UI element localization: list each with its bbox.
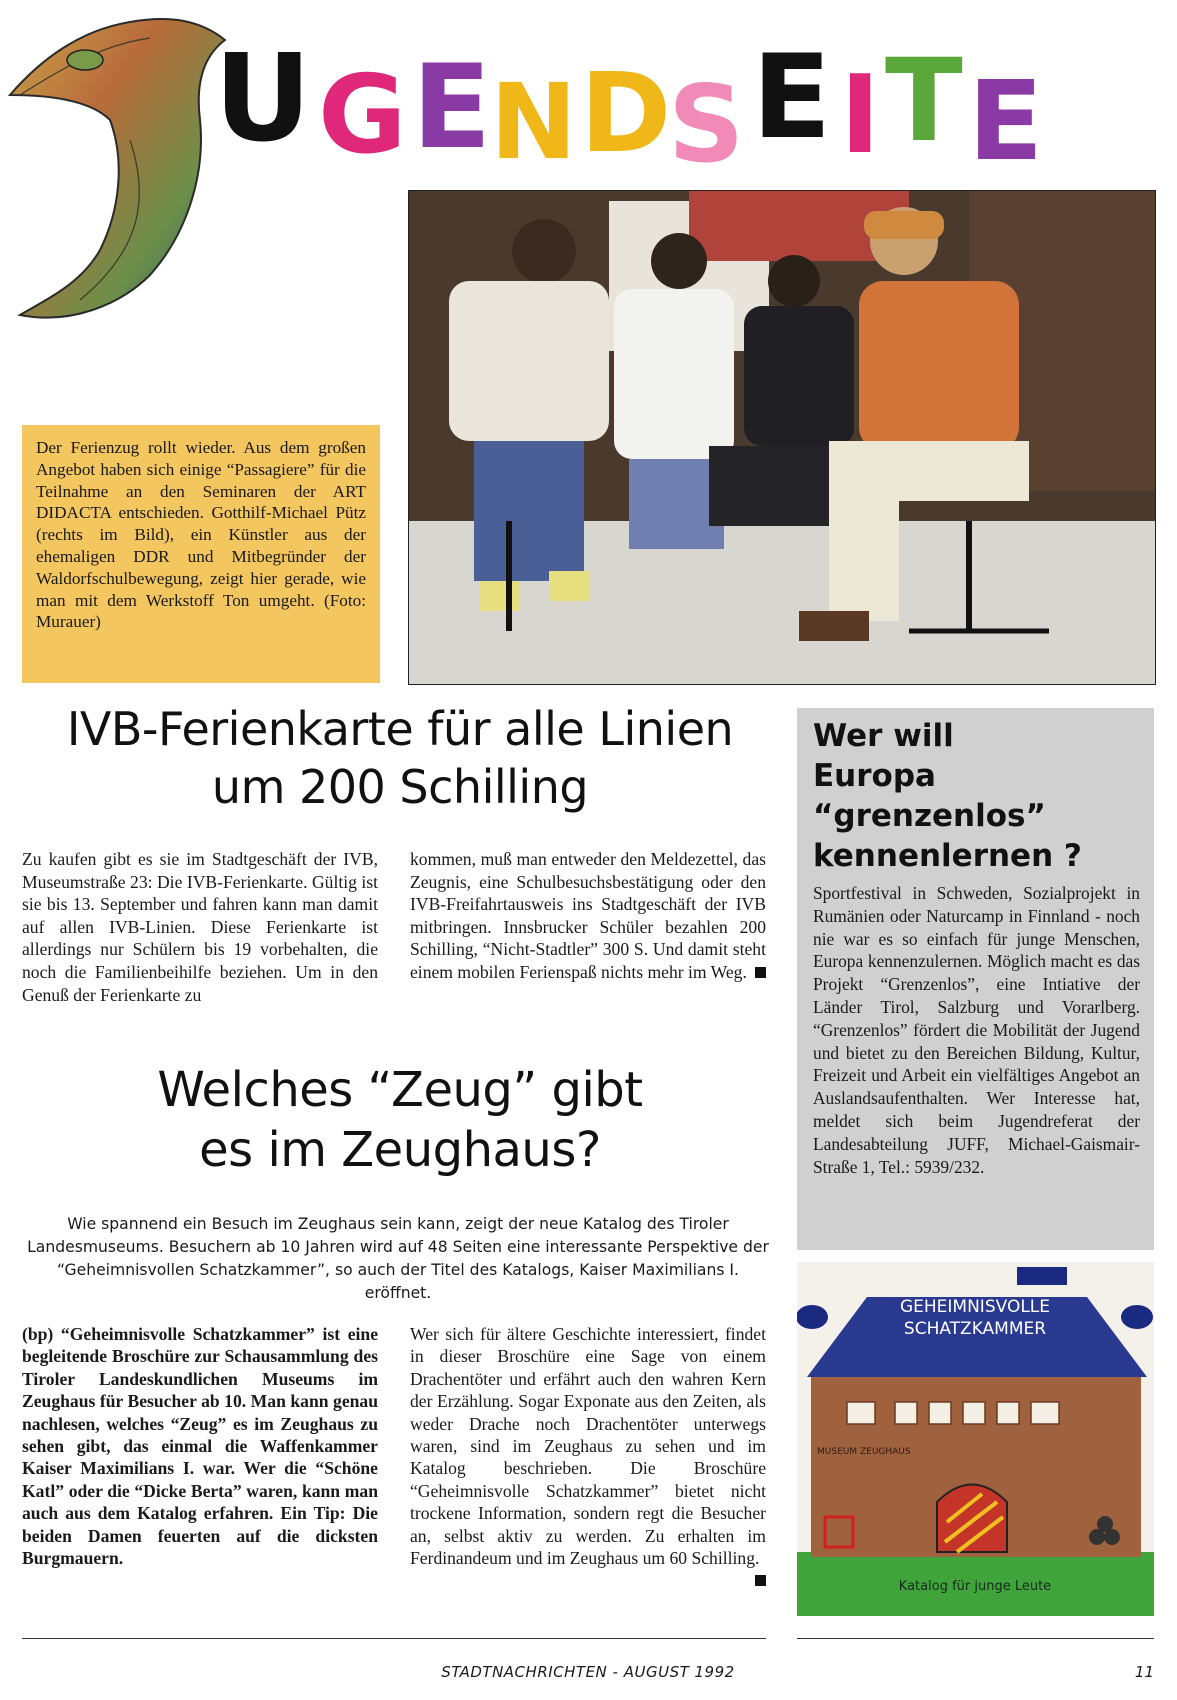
title-letter: U	[214, 30, 312, 169]
cover-museum-sign: MUSEUM ZEUGHAUS	[817, 1447, 911, 1457]
cover-title-line: SCHATZKAMMER	[903, 1319, 1047, 1339]
sidebar-title-line: “grenzenlos”	[813, 798, 1046, 834]
cover-subtitle: Katalog für junge Leute	[898, 1579, 1052, 1594]
cover-title-line: GEHEIMNISVOLLE	[899, 1297, 1051, 1317]
title-letter: I	[840, 53, 881, 178]
footer-divider	[22, 1638, 766, 1639]
footer-divider	[797, 1638, 1154, 1639]
sidebar-text: Sportfestival in Schweden, Sozialprojekt in Rumänien oder Naturcamp in Finnland - noch nie war es so einfach für junge Menschen, Europa kennenzulernen. Möglich macht es das Projekt “Grenzenlos”, eine Intiative der Länder Tirol, Salzburg und Vorarlberg. “Grenzenlos” fördert die Mobilität der Jugend und bietet zu den Bereichen Bildung, Kultur, Freizeit und Arbeit ein vielfältiges Angebot an Auslandsaufenthalten. Wer Interesse hat, meldet sich beim Jugendreferat der Landesabteilung JUFF, Michael-Gaismair-Straße 1, Tel.: 5939/232.	[813, 883, 1140, 1177]
article-ferienkarte-column-2-text: kommen, muß man entweder den Meldezettel, das Zeugnis, eine Schulbesuchsbestätigung oder den IVB-Freifahrtausweis ins Stadtgeschäft der IVB mitbringen. Innsbrucker Schüler bezahlen 200 Schilling, “Nicht-Stadtler” 300 S. Und damit steht einem mobilen Ferienspaß nichts mehr im Weg.	[410, 849, 766, 982]
title-letter: G	[318, 53, 407, 178]
end-of-article-mark	[755, 1575, 766, 1586]
page-number: 11	[1134, 1663, 1154, 1681]
sidebar-title-line: Wer will	[813, 718, 954, 754]
article-zeughaus-column-1: (bp) “Geheimnisvolle Schatzkammer” ist eine begleitende Broschüre zur Schausammlung des Tiroler Landeskundlichen Museums im Zeughaus für Besucher ab 10. Man kann genau nachlesen, welches “Zeug” es im Zeughaus zu sehen gibt, das einmal die Waffenkammer Kaiser Maximilians I. war. Wer die “Schöne Katl” oder die “Dicke Berta” waren, kann man auch aus dem Katalog erfahren. Ein Tip: Die beiden Damen feuerten auf die dicksten Burgmauern.	[22, 1324, 378, 1569]
article-zeughaus-column-2	[410, 1323, 766, 1586]
sidebar-title-line: kennenlernen ?	[813, 838, 1082, 874]
article-zeughaus-column-2-text: Wer sich für ältere Geschichte interessiert, findet in dieser Broschüre eine Sage von einem Drachentöter und erfährt auch den wahren Kern der Erzählung. Sogar Exponate aus den Zeiten, als weder Drache noch Drachentöter unterwegs waren, sind im Zeughaus zu sehen und im Katalog beschrieben. Die Broschüre “Geheimnisvolle Schatzkammer” bietet nicht trockene Information, sondern regt die Besucher an, selbst aktiv zu werden. Zu erhalten im Ferdinandeum und im Zeughaus um 60 Schilling.	[410, 1324, 766, 1569]
page-title	[0, 0, 1177, 190]
article-headline-ferienkarte: IVB-Ferienkarte für alle Linien um 200 Schilling	[66, 702, 734, 814]
title-letter: S	[668, 63, 745, 186]
article-headline-zeughaus-line-2: es im Zeughaus?	[199, 1122, 601, 1178]
workshop-photo-illustration	[409, 191, 1155, 684]
sidebar-title-line: Europa	[813, 758, 936, 794]
article-zeughaus-lead: Wie spannend ein Besuch im Zeughaus sein kann, zeigt der neue Katalog des Tiroler Landesmuseums. Besuchern ab 10 Jahren wird auf 48 Seiten eine interessante Perspektive der “Geheimnisvollen Schatzkammer”, so auch der Titel des Katalogs, Kaiser Maximilians I. eröffnet.	[27, 1215, 769, 1302]
title-letter: T	[885, 34, 963, 167]
title-letter: D	[580, 49, 672, 177]
footer-publication: STADTNACHRICHTEN - AUGUST 1992	[441, 1663, 735, 1681]
workshop-photo	[408, 190, 1156, 685]
end-of-article-mark	[755, 967, 766, 978]
title-letter: E	[968, 57, 1044, 185]
article-headline-zeughaus	[40, 1060, 760, 1180]
photo-caption: Der Ferienzug rollt wieder. Aus dem großen Angebot haben sich einige “Passagiere” für die Teilnahme an den Seminaren der ART DIDACTA entschieden. Gotthilf-Michael Pütz (rechts im Bild), ein Künstler aus der ehemaligen DDR und Mitbegründer der Waldorfschulbewegung, zeigt hier gerade, wie man mit dem Werkstoff Ton umgeht. (Foto: Murauer)	[22, 425, 380, 683]
article-headline-zeughaus-line-1: Welches “Zeug” gibt	[157, 1062, 643, 1118]
catalog-cover-illustration	[797, 1262, 1154, 1616]
article-ferienkarte-column-1: Zu kaufen gibt es sie im Stadtgeschäft der IVB, Museumstraße 23: Die IVB-Ferienkarte. Gültig ist sie bis 13. September und fahren kann man damit auf allen IVB-Linien. Diese Ferienkarte ist allerdings nur Schülern bis 19 vorbehalten, die noch die Familienbeihilfe beziehen. Um in den Genuß der Ferienkarte zu	[22, 849, 378, 1005]
catalog-cover-image	[797, 1262, 1154, 1616]
article-ferienkarte-column-2	[410, 848, 766, 984]
sidebar-title	[813, 716, 1140, 876]
title-letter: E	[412, 40, 492, 175]
title-letter: N	[490, 61, 578, 183]
title-letter: E	[752, 30, 832, 165]
sidebar-grenzenlos	[797, 708, 1154, 1250]
